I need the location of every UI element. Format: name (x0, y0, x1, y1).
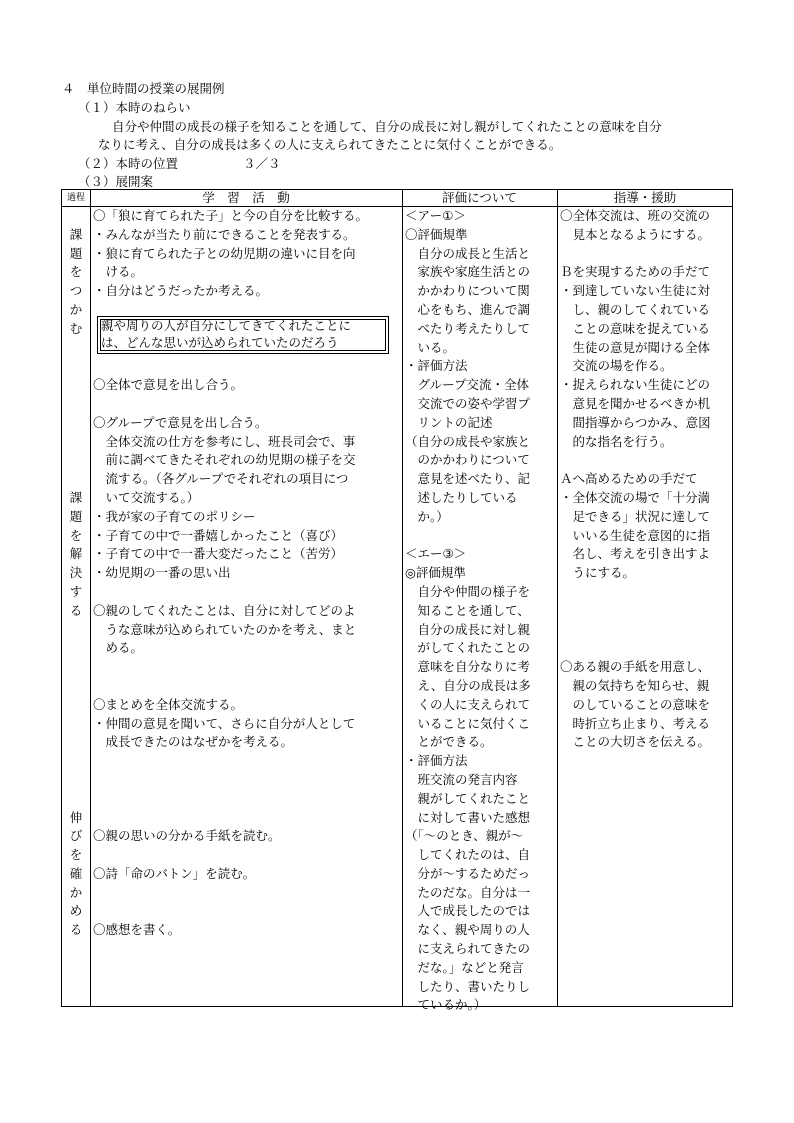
text-line: 述したりしている (405, 489, 518, 505)
text-line (62, 677, 90, 696)
text-line: ・自分はどうだったか考える。 (93, 283, 269, 299)
text-line (93, 809, 401, 828)
text-line: 時折立ち止まり、考える (560, 715, 711, 731)
text-line: 班交流の発言内容 (405, 771, 518, 787)
text-line (62, 376, 90, 395)
column-divider (557, 190, 558, 1006)
plan-title: （３）展開案 (78, 174, 154, 189)
text-line: 足できる」状況に達して (560, 508, 711, 524)
text-line: 自分や仲間の様子を (405, 583, 531, 599)
position-value: ３／３ (243, 156, 281, 171)
text-line: 自分の成長と生活と (405, 245, 531, 261)
text-line: ているか。） (405, 997, 487, 1013)
text-line: ことの大切さを伝える。 (560, 734, 711, 750)
text-line (560, 451, 732, 470)
key-question-line1: 親や周りの人が自分にしてきてくれたことに (101, 318, 352, 333)
text-line (62, 658, 90, 677)
text-line: 生徒の意見が聞ける全体 (560, 339, 711, 355)
text-line: なく、親や周りの人 (405, 922, 530, 938)
text-line (62, 621, 90, 640)
text-line (62, 433, 90, 452)
key-question-line2: は、どんな思いが込められていたのだろう (101, 335, 339, 350)
text-line (62, 451, 90, 470)
text-line: ける。 (93, 264, 144, 280)
text-line: したり、書いたりし (405, 978, 531, 994)
text-line (62, 357, 90, 376)
text-line: 〇詩「命のバトン」を読む。 (93, 865, 256, 881)
text-line: ・仲間の意見を聞いて、さらに自分が人として (93, 715, 356, 731)
text-line: 意味を自分なりに考 (405, 659, 531, 675)
text-line: 題 (69, 508, 83, 524)
text-line (93, 357, 401, 376)
text-line: くの人に支えられて (405, 696, 531, 712)
text-line: 分が～するためだっ (405, 865, 531, 881)
text-line (93, 884, 401, 903)
header-guidance: 指導・援助 (613, 190, 677, 205)
text-line (560, 639, 732, 658)
text-line: いて交流する。） (93, 489, 200, 505)
text-line (62, 733, 90, 752)
text-line: む (69, 320, 83, 336)
aim-text-line2: なりに考え、自分の成長は多くの人に支えられてきたことに気付くことができる。 (98, 137, 562, 152)
text-line: 課 (69, 226, 83, 242)
text-line: 前に調べてきたそれぞれの幼児期の様子を交 (93, 452, 356, 468)
lesson-plan-table (61, 189, 733, 1013)
text-line: ◎評価規準 (405, 565, 466, 581)
text-line: たのだな。自分は一 (405, 884, 531, 900)
text-line: 〇親の思いの分かる手紙を読む。 (93, 828, 281, 844)
text-line: に支えられてきたの (405, 941, 531, 957)
text-line (62, 715, 90, 734)
text-line: つ (69, 283, 83, 299)
text-line (62, 395, 90, 414)
text-line: 〇まとめを全体交流する。 (93, 696, 244, 712)
text-line: る (69, 922, 83, 938)
text-line: ・子育ての中で一番嬉しかったこと（喜び） (93, 527, 344, 543)
text-line: 伸 (69, 809, 83, 825)
text-line: いいる生徒を意図的に指 (560, 527, 711, 543)
text-line: に対して書いた感想 (405, 809, 531, 825)
text-line: 〇評価規準 (405, 226, 468, 242)
text-line: め (69, 903, 83, 919)
text-line: リントの記述 (405, 414, 493, 430)
text-line: 親の気持ちを知らせ、親 (560, 677, 710, 693)
text-line: ・我が家の子育てのポリシー (93, 508, 256, 524)
text-line: 名し、考えを引き出すよ (560, 546, 711, 562)
text-line: 全体交流の仕方を参考にし、班長司会で、事 (93, 433, 356, 449)
text-line: とができる。 (405, 734, 493, 750)
text-line: ＜エー③＞ (405, 546, 467, 562)
text-line (93, 902, 401, 921)
text-line (62, 639, 90, 658)
text-line: ・幼児期の一番の思い出 (93, 565, 231, 581)
text-line: （「～のとき、親が～ (405, 828, 524, 844)
column-divider (402, 190, 403, 1006)
header-process: 過程 (66, 193, 85, 203)
text-line (560, 245, 732, 264)
text-line: ことの意味を捉えている (560, 320, 711, 336)
text-line (93, 677, 401, 696)
text-line: 〇全体で意見を出し合う。 (93, 377, 244, 393)
text-line: え、自分の成長は多 (405, 677, 531, 693)
text-line (93, 771, 401, 790)
text-line: Ａへ高めるための手だて (560, 471, 698, 487)
text-line: 交流での姿や学習プ (405, 395, 531, 411)
text-line: 知ることを通して、 (405, 602, 530, 618)
text-line: 確 (69, 865, 83, 881)
text-line (62, 752, 90, 771)
text-line: 決 (69, 565, 83, 581)
text-line: 心をもち、進んで調 (405, 301, 531, 317)
text-line: うにする。 (560, 565, 636, 581)
text-line (62, 339, 90, 358)
text-line: してくれたのは、自 (405, 847, 531, 863)
text-line: か (69, 301, 83, 317)
text-line: か (69, 884, 83, 900)
text-line: ＜アー①＞ (405, 208, 466, 223)
text-line (62, 790, 90, 809)
text-line: がしてくれたことの (405, 640, 531, 656)
text-line (93, 752, 401, 771)
text-line (560, 621, 732, 640)
section-heading: ４ 単位時間の授業の展開例 (62, 81, 225, 96)
text-line: ・評価方法 (405, 358, 468, 374)
text-line: を (69, 847, 83, 863)
text-line: べたり考えたりして (405, 320, 531, 336)
text-line: 家族や家庭生活との (405, 264, 531, 280)
text-line (93, 395, 401, 414)
text-line: 〇「狼に育てられた子」と今の自分を比較する。 (93, 208, 369, 223)
text-line: グループ交流・全体 (405, 377, 530, 393)
text-line (93, 846, 401, 865)
guidance-column (560, 207, 732, 752)
text-line: す (69, 583, 83, 599)
text-line: を (69, 264, 83, 280)
text-line: 見本となるようにする。 (560, 226, 711, 242)
text-line: Ｂを実現するための手だて (560, 264, 711, 280)
text-line: いることに気付くこ (405, 715, 531, 731)
text-line (62, 414, 90, 433)
text-line: 解 (69, 546, 83, 562)
text-line (62, 771, 90, 790)
text-line: 〇グループで意見を出し合う。 (93, 414, 268, 430)
text-line: 題 (69, 245, 83, 261)
aim-title: （１）本時のねらい (78, 100, 191, 115)
text-line: ・全体交流の場で「十分満 (560, 489, 711, 505)
text-line: 流する。（各グループでそれぞれの項目につ (93, 471, 349, 487)
text-line: のかかわりについて (405, 452, 530, 468)
column-divider (90, 190, 91, 1006)
text-line: か。） (405, 508, 449, 524)
text-line: し、親のしてくれている (560, 301, 711, 317)
position-label: （２）本時の位置 (78, 156, 179, 171)
text-line (62, 696, 90, 715)
header-activity: 学 習 活 動 (202, 190, 290, 205)
text-line: 〇親のしてくれたことは、自分に対してどのよ (93, 602, 356, 618)
key-question-box (97, 316, 389, 354)
text-line (560, 583, 732, 602)
text-line: ・到達していない生徒に対 (560, 283, 711, 299)
text-line: る (69, 602, 83, 618)
text-line: 自分の成長に対し親 (405, 621, 531, 637)
text-line: める。 (93, 640, 144, 656)
aim-text-line1: 自分や仲間の成長の様子を知ることを通して、自分の成長に対し親がしてくれたことの意味を自分 (112, 119, 662, 134)
text-line (62, 207, 90, 226)
evaluation-column (405, 207, 556, 1015)
text-line: だな。」などと発言 (405, 959, 524, 975)
text-line: （自分の成長や家族と (405, 433, 531, 449)
text-line: 〇感想を書く。 (93, 922, 181, 938)
text-line: 交流の場を作る。 (560, 358, 673, 374)
text-line: ・捉えられない生徒にどの (560, 377, 711, 393)
process-column (62, 207, 90, 940)
text-line: かかわりについて関 (405, 283, 530, 299)
text-line: 意見を聞かせるべきか机 (560, 395, 711, 411)
header-evaluation: 評価について (442, 190, 517, 205)
text-line: ・評価方法 (405, 753, 468, 769)
text-line: 意見を述べたり、記 (405, 471, 531, 487)
text-line (93, 658, 401, 677)
text-line: ・狼に育てられた子との幼児期の違いに目を向 (93, 245, 356, 261)
text-line (62, 470, 90, 489)
text-line: を (69, 527, 83, 543)
text-line: いる。 (405, 339, 456, 355)
text-line: 〇ある親の手紙を用意し、 (560, 659, 711, 675)
text-line: 課 (69, 489, 83, 505)
text-line (93, 790, 401, 809)
text-line: ・みんなが当たり前にできることを発表する。 (93, 226, 356, 242)
text-line: のしていることの意味を (560, 696, 711, 712)
text-line: 人で成長したのでは (405, 903, 531, 919)
text-line: び (69, 828, 83, 844)
text-line (560, 602, 732, 621)
text-line: 的な指名を行う。 (560, 433, 673, 449)
text-line: うな意味が込められていたのかを考え、まと (93, 621, 357, 637)
text-line: 親がしてくれたこと (405, 790, 531, 806)
text-line: 〇全体交流は、班の交流の (560, 208, 711, 223)
text-line (93, 583, 401, 602)
text-line: 間指導からつかみ、意図 (560, 414, 711, 430)
text-line: ・子育ての中で一番大変だったこと（苦労） (93, 546, 344, 562)
text-line: 成長できたのはなぜかを考える。 (93, 734, 294, 750)
text-line (405, 527, 556, 546)
